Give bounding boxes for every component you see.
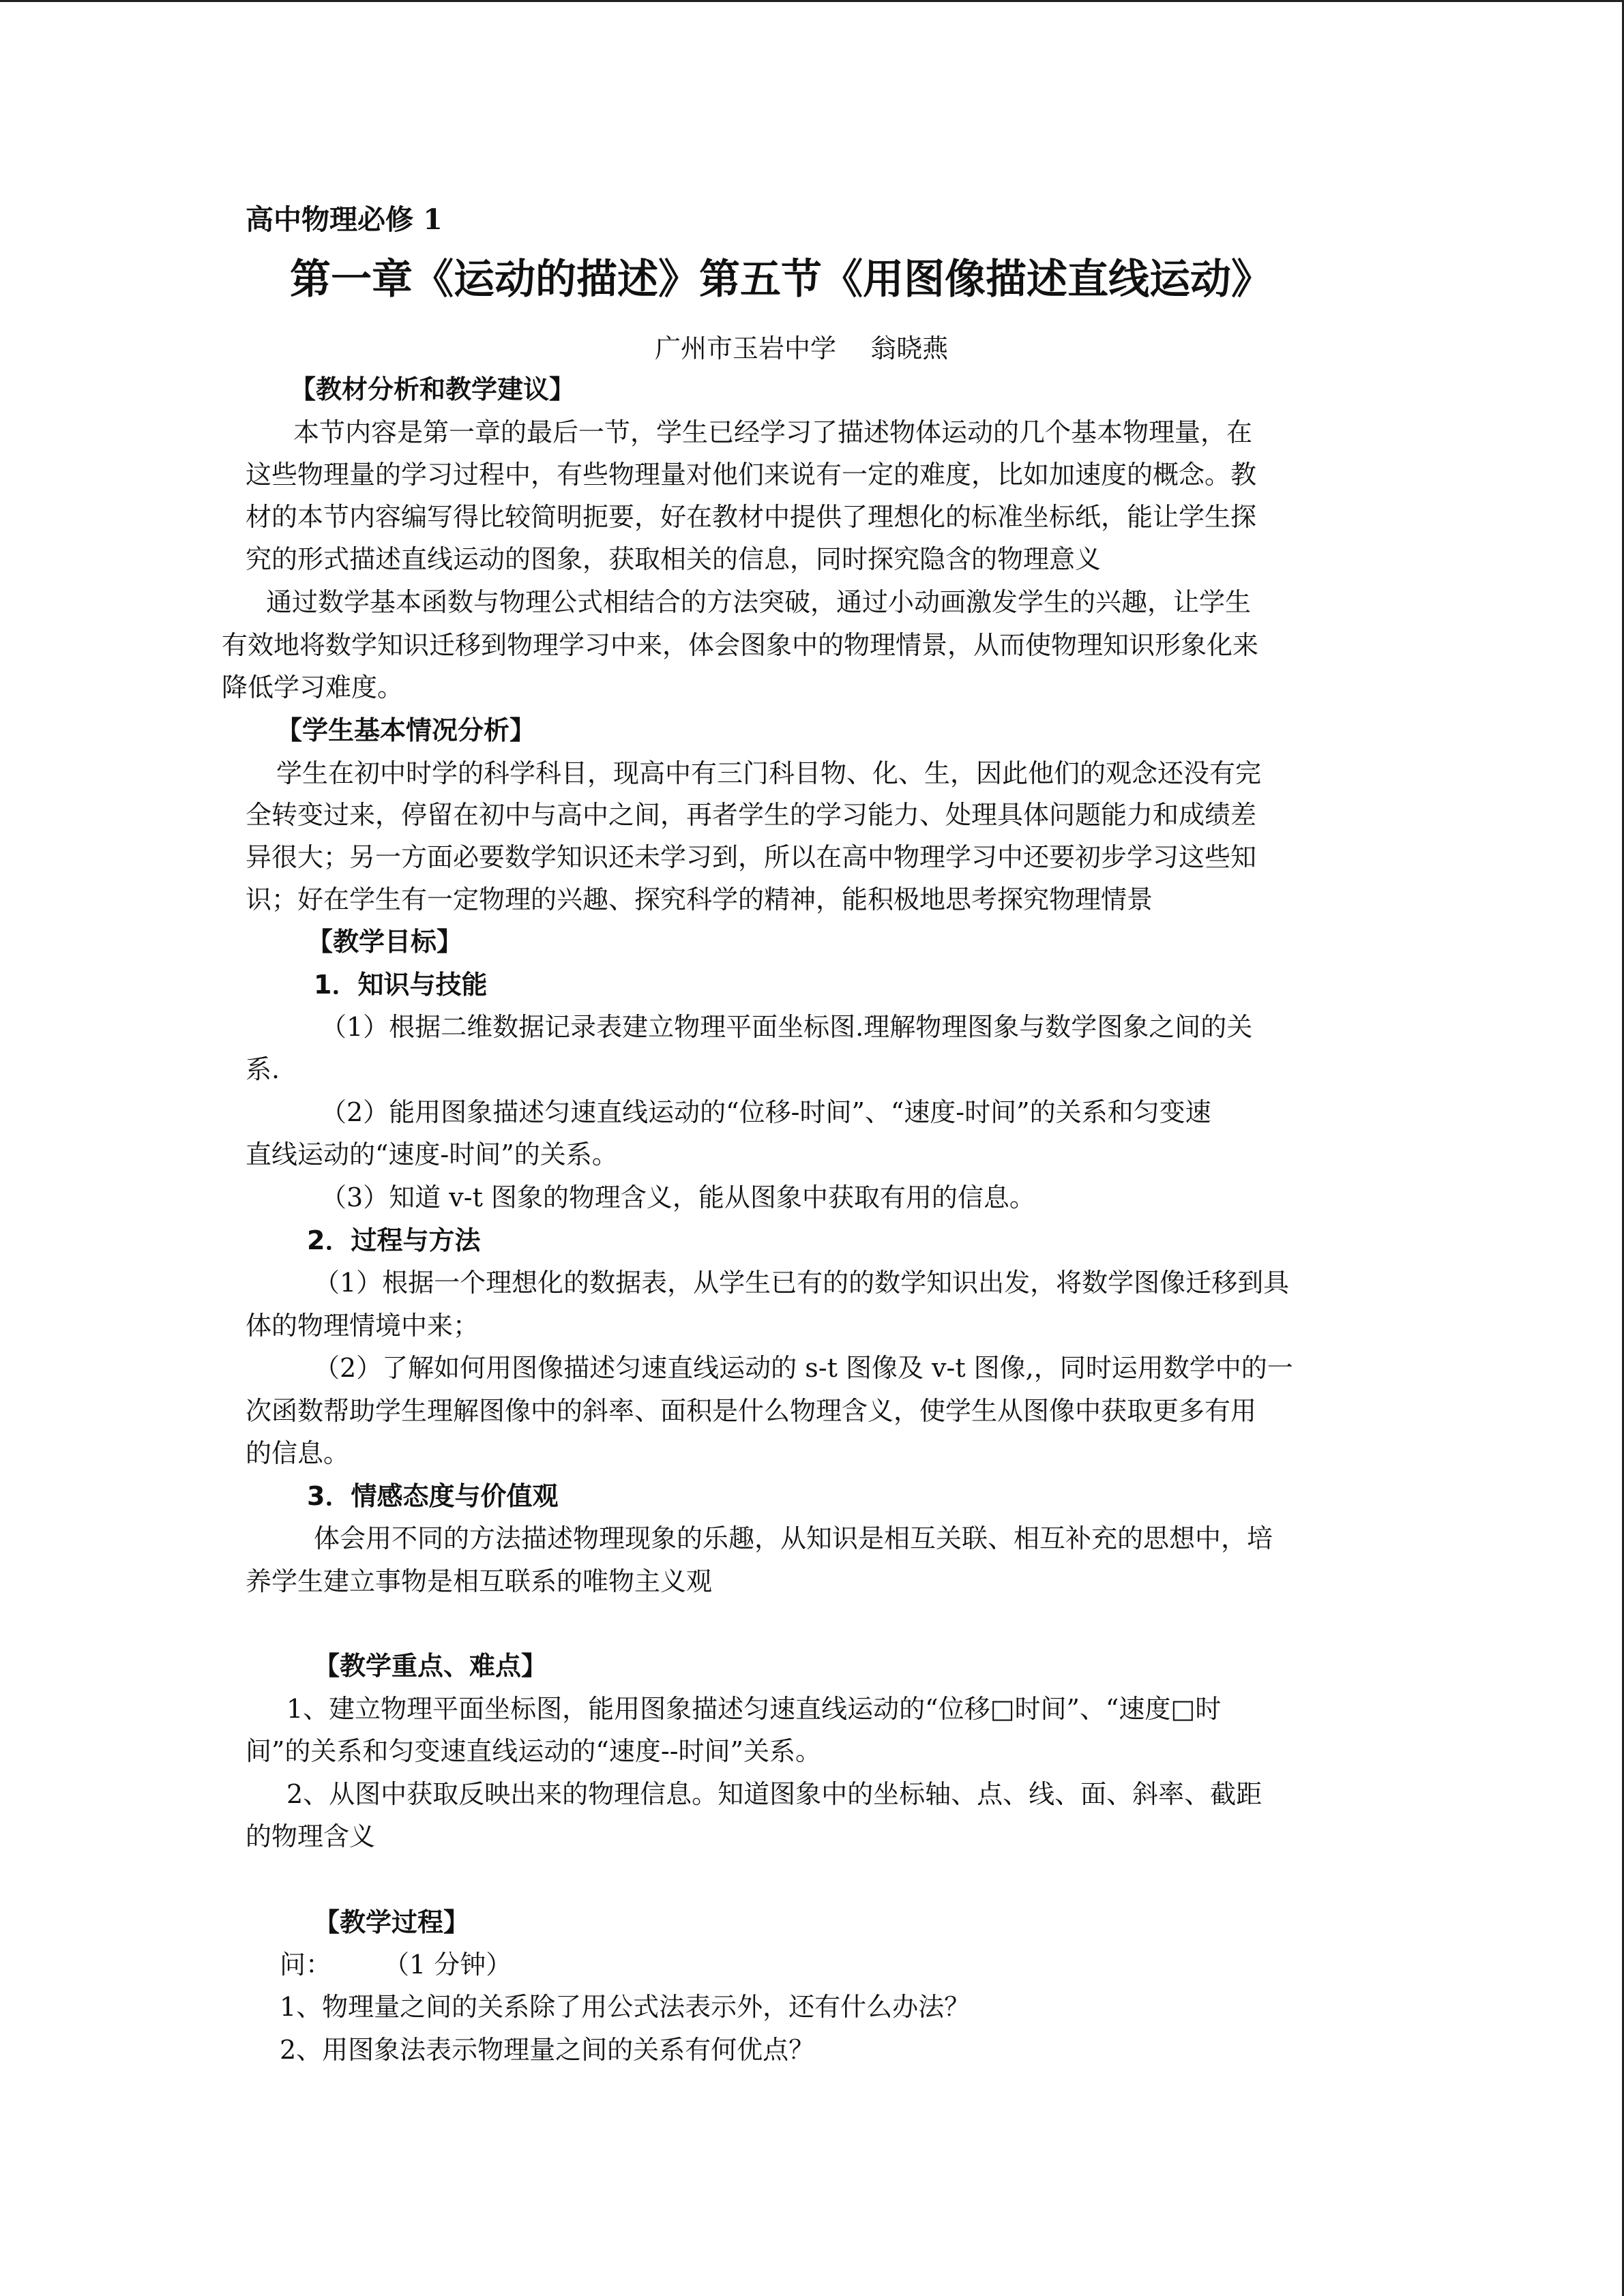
- objectives-line: 系.: [246, 1054, 280, 1084]
- students-line: 异很大；另一方面必要数学知识还未学习到，所以在高中物理学习中还要初步学习这些知: [246, 842, 1257, 872]
- process-line: 2、用图象法表示物理量之间的关系有何优点？: [280, 2035, 815, 2065]
- objectives-sub1: 1．知识与技能: [314, 970, 488, 1000]
- keypoints-line: 的物理含义: [246, 1821, 376, 1851]
- objectives-line: 养学生建立事物是相互联系的唯物主义观: [246, 1566, 713, 1596]
- keypoints-heading: 【教学重点、难点】: [314, 1651, 548, 1681]
- course-label: 高中物理必修 1: [246, 203, 443, 236]
- keypoints-line: 2、从图中获取反映出来的物理信息。知道图象中的坐标轴、点、线、面、斜率、截距: [286, 1779, 1263, 1809]
- students-line: 全转变过来，停留在初中与高中之间，再者学生的学习能力、处理具体问题能力和成绩差: [246, 800, 1257, 830]
- objectives-line: 的信息。: [246, 1438, 350, 1468]
- analysis-line: 有效地将数学知识迁移到物理学习中来，体会图象中的物理情景，从而使物理知识形象化来: [222, 630, 1259, 660]
- students-line: 识；好在学生有一定物理的兴趣、探究科学的精神，能积极地思考探究物理情景: [246, 884, 1153, 914]
- process-line: 问： （1 分钟）: [280, 1950, 512, 1980]
- objectives-heading: 【教学目标】: [307, 927, 463, 957]
- document-title: 第一章《运动的描述》第五节《用图像描述直线运动》: [290, 256, 1272, 303]
- analysis-line: 本节内容是第一章的最后一节，学生已经学习了描述物体运动的几个基本物理量，在: [293, 417, 1253, 447]
- objectives-line: （2）能用图象描述匀速直线运动的“位移-时间”、“速度-时间”的关系和匀变速: [321, 1097, 1211, 1127]
- objectives-line: 直线运动的“速度-时间”的关系。: [246, 1139, 618, 1169]
- author-line: 广州市玉岩中学 翁晓燕: [655, 333, 949, 363]
- objectives-line: （2）了解如何用图像描述匀速直线运动的 s-t 图像及 v-t 图像,，同时运用数学中的一: [314, 1353, 1293, 1383]
- objectives-line: （1）根据一个理想化的数据表，从学生已有的的数学知识出发，将数学图像迁移到具: [314, 1268, 1290, 1298]
- objectives-sub3: 3．情感态度与价值观: [307, 1481, 559, 1511]
- objectives-line: 体会用不同的方法描述物理现象的乐趣，从知识是相互关联、相互补充的思想中，培: [314, 1523, 1273, 1553]
- objectives-sub2: 2．过程与方法: [307, 1225, 481, 1255]
- process-heading: 【教学过程】: [314, 1907, 470, 1937]
- analysis-line: 降低学习难度。: [222, 672, 404, 702]
- students-heading: 【学生基本情况分析】: [276, 715, 536, 745]
- process-line: 1、物理量之间的关系除了用公式法表示外，还有什么办法？: [280, 1992, 971, 2022]
- objectives-line: （1）根据二维数据记录表建立物理平面坐标图.理解物理图象与数学图象之间的关: [321, 1012, 1253, 1042]
- page-border-top: [0, 0, 1624, 2]
- analysis-heading: 【教材分析和教学建议】: [290, 374, 576, 404]
- analysis-line: 究的形式描述直线运动的图象，获取相关的信息，同时探究隐含的物理意义: [246, 544, 1102, 574]
- analysis-line: 通过数学基本函数与物理公式相结合的方法突破，通过小动画激发学生的兴趣，让学生: [266, 587, 1252, 617]
- analysis-line: 这些物理量的学习过程中，有些物理量对他们来说有一定的难度，比如加速度的概念。教: [246, 460, 1257, 490]
- students-line: 学生在初中时学的科学科目，现高中有三门科目物、化、生，因此他们的观念还没有完: [276, 758, 1262, 788]
- objectives-line: （3）知道 v-t 图象的物理含义，能从图象中获取有用的信息。: [321, 1182, 1035, 1212]
- analysis-line: 材的本节内容编写得比较简明扼要，好在教材中提供了理想化的标准坐标纸，能让学生探: [246, 502, 1257, 532]
- objectives-line: 次函数帮助学生理解图像中的斜率、面积是什么物理含义，使学生从图像中获取更多有用: [246, 1396, 1257, 1426]
- keypoints-line: 间”的关系和匀变速直线运动的“速度--时间”关系。: [246, 1736, 821, 1766]
- keypoints-line: 1、建立物理平面坐标图，能用图象描述匀速直线运动的“位移□时间”、“速度□时: [286, 1694, 1222, 1724]
- objectives-line: 体的物理情境中来；: [246, 1311, 479, 1341]
